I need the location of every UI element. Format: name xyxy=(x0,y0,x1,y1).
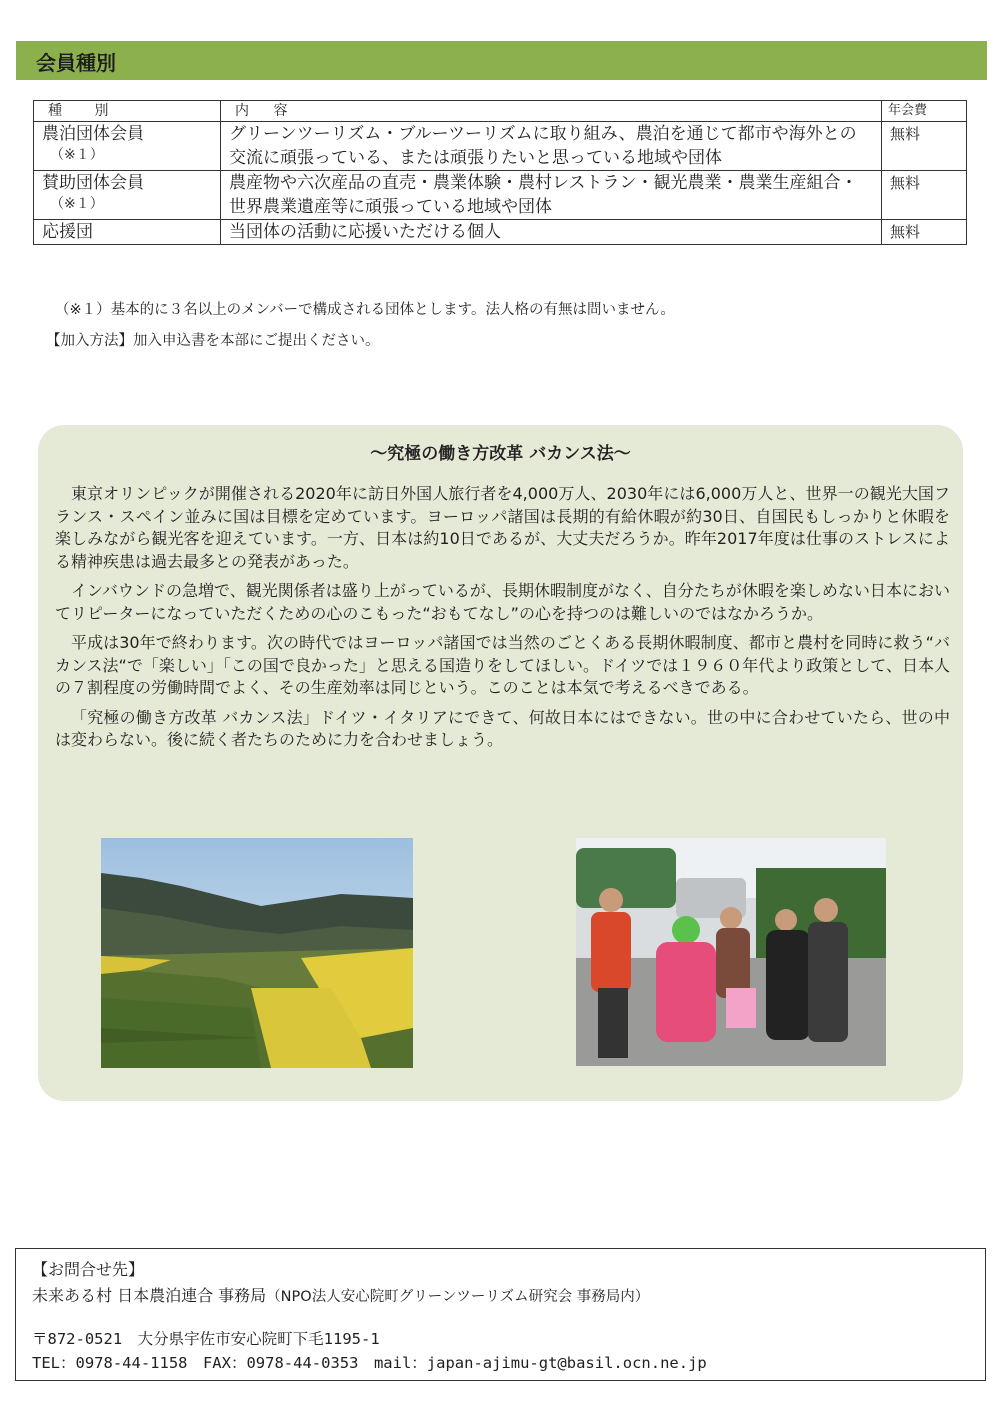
row-type: 応援団 xyxy=(42,222,93,242)
contact-org-line xyxy=(32,1283,649,1306)
header-type: 種 別 xyxy=(34,101,221,122)
article-title: ～究極の働き方改革 バカンス法～ xyxy=(370,444,631,464)
article-box xyxy=(38,425,963,1101)
membership-table xyxy=(33,100,967,245)
row-content: 当団体の活動に応援いただける個人 xyxy=(221,220,882,245)
terraced-fields-photo xyxy=(101,838,413,1068)
footnote: （※１）基本的に３名以上のメンバーで構成される団体とします。法人格の有無は問いません。 xyxy=(55,302,675,318)
terraced-fields-illustration xyxy=(101,838,413,1068)
row-content: 農産物や六次産品の直売・農業体験・農村レストラン・観光農業・農業生産組合・世界農業遺産等に頑張っている地域や団体 xyxy=(221,171,882,220)
header-fee: 年会費 xyxy=(882,101,967,122)
article-body xyxy=(55,483,950,759)
article-paragraph: 東京オリンピックが開催される2020年に訪日外国人旅行者を4,000万人、2030年には6,000万人と、世界一の観光大国フランス・スペイン並みに国は目標を定めています。ヨーロッパ諸国は長期的有給休暇が約30日、自国民もしっかりと休暇を楽しみながら観光客を迎えています。一方、日本は約10日であるが、大丈夫だろうか。昨年2017年度は仕事のストレスによる精神疾患は過去最多との発表があった。 xyxy=(55,484,950,571)
contact-heading: 【お問合せ先】 xyxy=(32,1260,145,1279)
table-row xyxy=(34,171,967,220)
contact-address: 〒872-0521 大分県宇佐市安心院町下毛1195-1 xyxy=(32,1330,380,1348)
table-row xyxy=(34,122,967,171)
contact-org: 未来ある村 日本農泊連合 事務局 xyxy=(32,1286,267,1305)
row-fee: 無料 xyxy=(882,122,967,171)
header-content: 内 容 xyxy=(221,101,882,122)
contact-phones: TEL：0978-44-1158 FAX：0978-44-0353 mail：japan-ajimu-gt@basil.ocn.ne.jp xyxy=(32,1354,707,1372)
table-header-row xyxy=(34,101,967,122)
section-title: 会員種別 xyxy=(36,51,116,75)
group-people-photo xyxy=(576,838,886,1066)
row-fee: 無料 xyxy=(882,220,967,245)
row-type-cell xyxy=(34,220,221,245)
row-type-cell xyxy=(34,171,221,220)
row-note: （※１） xyxy=(50,147,104,163)
group-people-illustration xyxy=(576,838,886,1066)
row-fee: 無料 xyxy=(882,171,967,220)
article-paragraph: 「究極の働き方改革 バカンス法」ドイツ・イタリアにできて、何故日本にはできない。世の中に合わせていたら、世の中は変わらない。後に続く者たちのために力を合わせましょう。 xyxy=(55,707,950,749)
join-method: 【加入方法】加入申込書を本部にご提出ください。 xyxy=(46,333,380,349)
row-type: 農泊団体会員 xyxy=(42,124,144,144)
article-paragraph: 平成は30年で終わります。次の時代ではヨーロッパ諸国では当然のごとくある長期休暇制度、都市と農村を同時に救う“バカンス法“で「楽しい」「この国で良かった」と思える国造りをしてほしい。ドイツでは１９６０年代より政策として、日本人の７割程度の労働時間でよく、その生産効率は同じという。このことは本気で考えるべきである。 xyxy=(55,633,950,697)
row-type-cell xyxy=(34,122,221,171)
contact-org-note: （NPO法人安心院町グリーンツーリズム研究会 事務局内） xyxy=(266,1289,650,1305)
contact-box xyxy=(15,1248,986,1381)
row-content: グリーンツーリズム・ブルーツーリズムに取り組み、農泊を通じて都市や海外との交流に頑張っている、または頑張りたいと思っている地域や団体 xyxy=(221,122,882,171)
row-note: （※１） xyxy=(50,196,104,212)
row-type: 賛助団体会員 xyxy=(42,173,144,193)
article-paragraph: インバウンドの急増で、観光関係者は盛り上がっているが、長期休暇制度がなく、自分たちが休暇を楽しめない日本においてリピーターになっていただくための心のこもった“おもてなし”の心を持つのは難しいのではなかろうか。 xyxy=(55,581,950,623)
section-header-bar xyxy=(16,41,987,80)
table-row xyxy=(34,220,967,245)
